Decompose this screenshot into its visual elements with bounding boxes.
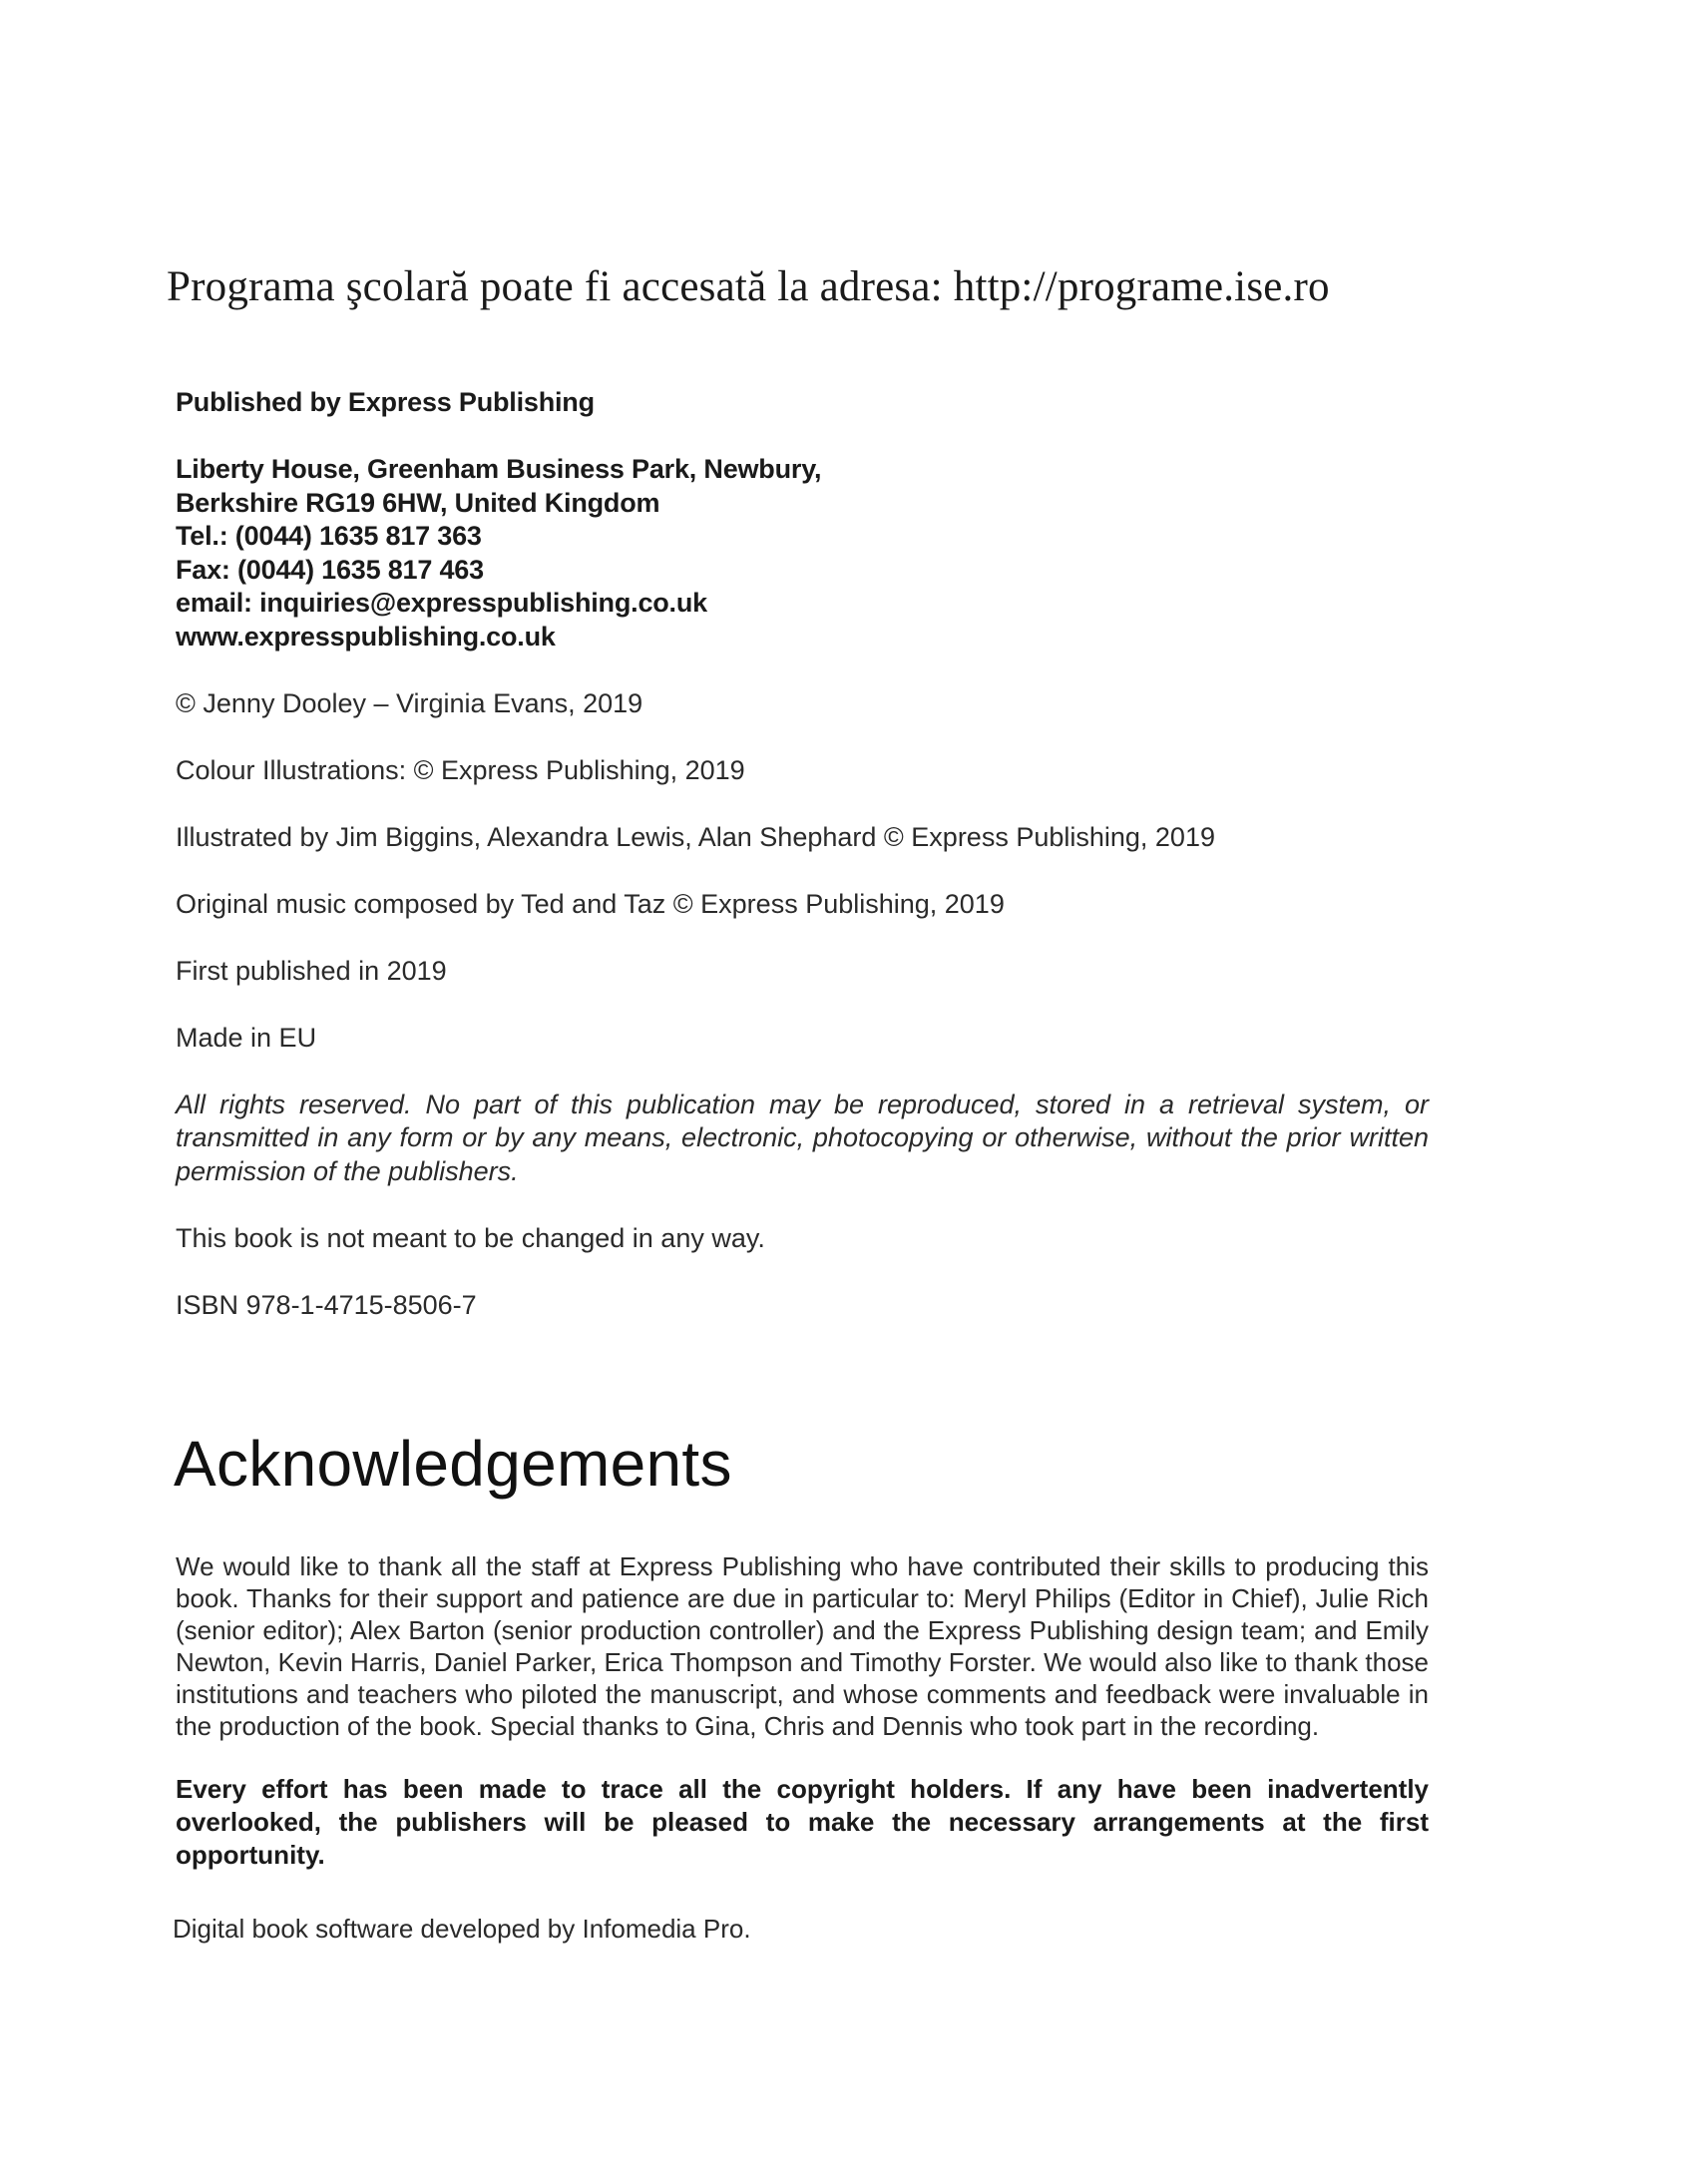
- copyright-authors: © Jenny Dooley – Virginia Evans, 2019: [176, 687, 643, 718]
- isbn: ISBN 978-1-4715-8506-7: [176, 1289, 477, 1320]
- software-credit: Digital book software developed by Infomedia Pro.: [173, 1914, 751, 1944]
- first-published: First published in 2019: [176, 955, 447, 986]
- music-credit: Original music composed by Ted and Taz © Express Publishing, 2019: [176, 888, 1005, 919]
- telephone: Tel.: (0044) 1635 817 363: [176, 521, 482, 551]
- acknowledgements-title: Acknowledgements: [174, 1428, 732, 1500]
- acknowledgements-body: We would like to thank all the staff at Express Publishing who have contributed their skills to producing this book. Thanks for their support and patience are due in particular to: Meryl Philips (Editor in Chief), Julie Rich (senior editor); Alex Barton (senior production controller) and the Express Publishing design team; and Emily Newton, Kevin Harris, Daniel Parker, Erica Thompson and Timothy Forster. We would also like to thank those institutions and teachers who piloted the manuscript, and whose comments and feedback were invaluable in the production of the book. Special thanks to Gina, Chris and Dennis who took part in the recording.: [176, 1551, 1429, 1741]
- curriculum-link-notice: Programa şcolară poate fi accesată la adresa: http://programe.ise.ro: [167, 263, 1330, 310]
- address-line-2: Berkshire RG19 6HW, United Kingdom: [176, 487, 660, 518]
- published-by: Published by Express Publishing: [176, 387, 595, 417]
- address-line-1: Liberty House, Greenham Business Park, Newbury,: [176, 454, 822, 484]
- illustrators-credit: Illustrated by Jim Biggins, Alexandra Lewis, Alan Shephard © Express Publishing, 2019: [176, 821, 1215, 852]
- publisher-info: [176, 386, 1429, 1322]
- email: email: inquiries@expresspublishing.co.uk: [176, 588, 707, 618]
- rights-reserved: All rights reserved. No part of this publication may be reproduced, stored in a retrieval system, or transmitted in any form or by any means, electronic, photocopying or otherwise, without the prior written permission of the publishers.: [176, 1089, 1429, 1186]
- not-changed-notice: This book is not meant to be changed in any way.: [176, 1222, 765, 1253]
- fax: Fax: (0044) 1635 817 463: [176, 554, 484, 585]
- colour-illustrations-credit: Colour Illustrations: © Express Publishing, 2019: [176, 754, 745, 785]
- made-in: Made in EU: [176, 1022, 317, 1053]
- website: www.expresspublishing.co.uk: [176, 621, 556, 652]
- copyright-holders-note: Every effort has been made to trace all the copyright holders. If any have been inadvertently overlooked, the publishers will be pleased to make the necessary arrangements at the first opportunity.: [176, 1774, 1429, 1870]
